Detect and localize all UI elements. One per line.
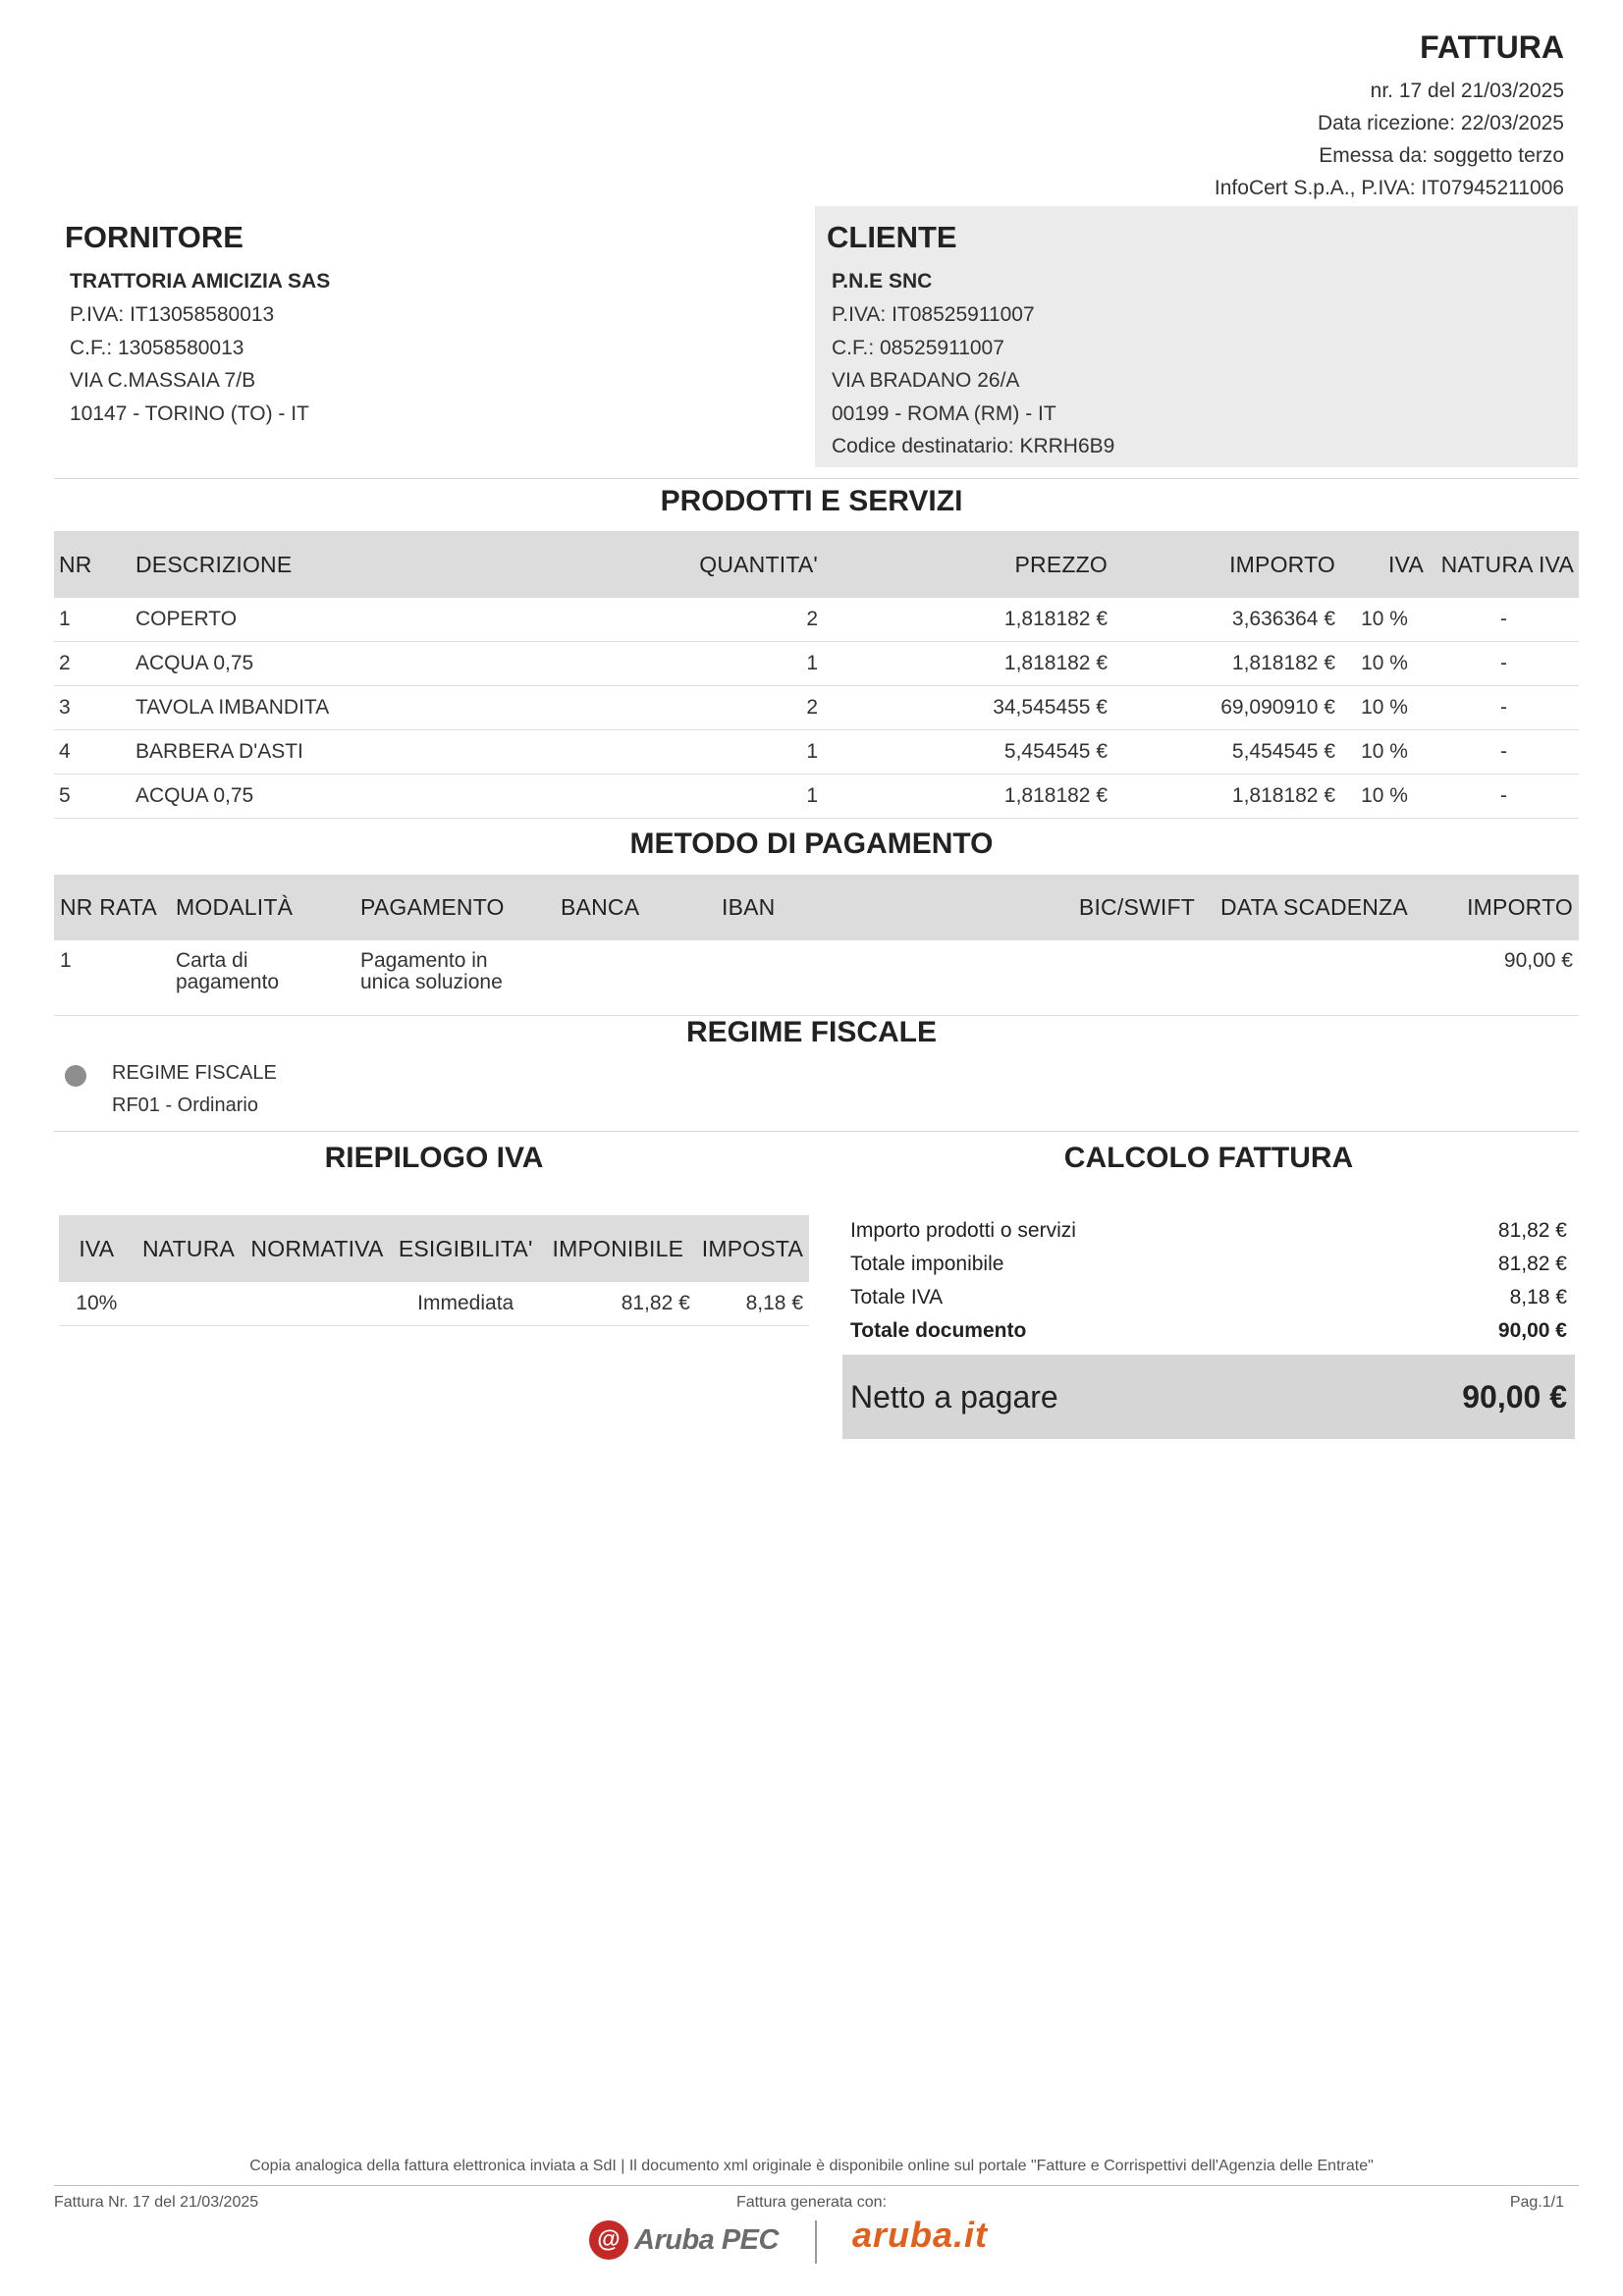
payment-table <box>54 875 1579 1016</box>
calc-row-imponibile <box>842 1248 1575 1281</box>
col-price: PREZZO <box>1014 551 1108 577</box>
col-vat-imponibile: IMPONIBILE <box>552 1235 684 1261</box>
divider <box>54 478 1579 479</box>
col-bic: BIC/SWIFT <box>1078 894 1195 920</box>
table-row <box>59 1282 809 1326</box>
col-iban: IBAN <box>722 894 776 920</box>
calc-label: Importo prodotti o servizi <box>850 1219 1076 1242</box>
supplier-title: FORNITORE <box>65 220 243 254</box>
row-quantity: 2 <box>651 598 823 642</box>
row-amount: 5,454545 € <box>1112 730 1340 774</box>
products-title: PRODOTTI E SERVIZI <box>660 485 963 517</box>
calc-row-iva <box>842 1281 1575 1314</box>
logo-divider <box>815 2220 817 2264</box>
row-price: 1,818182 € <box>823 774 1112 819</box>
pay-modalita-line1: Carta di <box>176 949 248 972</box>
row-iva: 10 % <box>1340 642 1429 686</box>
regime-title: REGIME FISCALE <box>685 1016 937 1048</box>
products-header-row <box>54 531 1579 598</box>
products-table <box>54 531 1579 819</box>
calc-row-totale <box>842 1314 1575 1348</box>
table-row <box>54 686 1579 730</box>
row-amount: 1,818182 € <box>1112 642 1340 686</box>
col-quantity: QUANTITA' <box>699 551 818 577</box>
col-description: DESCRIZIONE <box>135 551 293 577</box>
row-description: BARBERA D'ASTI <box>131 730 651 774</box>
col-modalita: MODALITÀ <box>176 894 294 920</box>
col-vat-natura: NATURA <box>142 1235 236 1261</box>
client-block <box>815 206 1578 467</box>
calc-value: 81,82 € <box>1497 1219 1567 1242</box>
client-piva: P.IVA: IT08525911007 <box>832 303 1035 326</box>
vat-header-row <box>59 1215 809 1282</box>
row-natura: - <box>1429 730 1579 774</box>
footer-invoice-ref: Fattura Nr. 17 del 21/03/2025 <box>54 2194 259 2211</box>
pay-modalita <box>170 940 354 1016</box>
aruba-pec-logo-text: Aruba PEC <box>634 2223 779 2256</box>
footer-divider <box>54 2185 1579 2186</box>
pay-nr: 1 <box>54 940 170 1016</box>
calc-value: 90,00 € <box>1497 1319 1567 1342</box>
calc-block <box>842 1214 1575 1348</box>
pay-due <box>1201 940 1452 1016</box>
row-description: ACQUA 0,75 <box>131 642 651 686</box>
pay-pagamento <box>354 940 555 1016</box>
invoice-header-info <box>1215 75 1564 204</box>
row-iva: 10 % <box>1340 774 1429 819</box>
net-to-pay <box>842 1355 1575 1439</box>
supplier-block <box>65 206 791 467</box>
col-nr: NR <box>59 551 92 577</box>
divider <box>54 1131 1579 1132</box>
col-importo: IMPORTO <box>1467 894 1573 920</box>
issued-by: Emessa da: soggetto terzo <box>1319 144 1564 167</box>
table-row <box>54 642 1579 686</box>
aruba-it-logo: aruba.it <box>852 2215 989 2255</box>
payment-header-row <box>54 875 1579 940</box>
regime-value: RF01 - Ordinario <box>112 1095 258 1116</box>
supplier-name: TRATTORIA AMICIZIA SAS <box>70 270 331 293</box>
vat-summary-title: RIEPILOGO IVA <box>324 1142 544 1174</box>
row-quantity: 1 <box>651 642 823 686</box>
row-amount: 3,636364 € <box>1112 598 1340 642</box>
pay-modalita-line2: pagamento <box>176 971 280 993</box>
col-pagamento: PAGAMENTO <box>360 894 505 920</box>
col-vat-normativa: NORMATIVA <box>250 1235 384 1261</box>
row-iva: 10 % <box>1340 598 1429 642</box>
row-nr: 5 <box>54 774 131 819</box>
bullet-icon <box>65 1065 86 1087</box>
col-vat-esigibilita: ESIGIBILITA' <box>398 1235 533 1261</box>
pay-pagamento-line2: unica soluzione <box>360 971 503 993</box>
row-quantity: 1 <box>651 774 823 819</box>
client-cf: C.F.: 08525911007 <box>832 336 1004 359</box>
calc-row-products <box>842 1214 1575 1248</box>
footer-note: Copia analogica della fattura elettronica inviata a SdI | Il documento xml originale è disponibile online sul portale "Fatture e Corrispettivi dell'Agenzia delle Entrate" <box>249 2158 1374 2174</box>
pay-iban <box>716 940 1061 1016</box>
row-price: 1,818182 € <box>823 598 1112 642</box>
client-title: CLIENTE <box>827 220 957 254</box>
supplier-cf: C.F.: 13058580013 <box>70 336 244 359</box>
client-name: P.N.E SNC <box>832 270 933 293</box>
calc-value: 8,18 € <box>1509 1286 1567 1308</box>
row-description: ACQUA 0,75 <box>131 774 651 819</box>
client-code: Codice destinatario: KRRH6B9 <box>832 435 1115 457</box>
supplier-address: VIA C.MASSAIA 7/B <box>70 369 256 392</box>
pay-amount: 90,00 € <box>1452 940 1579 1016</box>
row-nr: 1 <box>54 598 131 642</box>
row-iva: 10 % <box>1340 730 1429 774</box>
row-nr: 2 <box>54 642 131 686</box>
col-nr-rata: NR RATA <box>60 894 157 920</box>
pay-banca <box>555 940 716 1016</box>
row-price: 1,818182 € <box>823 642 1112 686</box>
invoice-title: FATTURA <box>1420 29 1564 65</box>
client-address: VIA BRADANO 26/A <box>832 369 1020 392</box>
col-amount: IMPORTO <box>1229 551 1335 577</box>
row-price: 34,545455 € <box>823 686 1112 730</box>
row-price: 5,454545 € <box>823 730 1112 774</box>
receipt-date: Data ricezione: 22/03/2025 <box>1317 112 1564 134</box>
net-label: Netto a pagare <box>850 1378 1058 1415</box>
calc-label: Totale documento <box>850 1319 1027 1342</box>
regime-label: REGIME FISCALE <box>112 1062 277 1084</box>
table-row <box>54 598 1579 642</box>
row-amount: 1,818182 € <box>1112 774 1340 819</box>
vat-summary-table <box>59 1215 809 1326</box>
invoice-number-date: nr. 17 del 21/03/2025 <box>1370 80 1564 102</box>
vat-natura <box>135 1282 243 1326</box>
row-natura: - <box>1429 686 1579 730</box>
table-row <box>54 774 1579 819</box>
row-natura: - <box>1429 642 1579 686</box>
net-value: 90,00 € <box>1462 1378 1567 1415</box>
row-quantity: 1 <box>651 730 823 774</box>
col-natura-iva: NATURA IVA <box>1440 551 1574 577</box>
calc-value: 81,82 € <box>1497 1253 1567 1275</box>
col-iva: IVA <box>1388 551 1424 577</box>
row-description: TAVOLA IMBANDITA <box>131 686 651 730</box>
vat-imposta: 8,18 € <box>696 1282 809 1326</box>
pay-pagamento-line1: Pagamento in <box>360 949 488 972</box>
col-vat-iva: IVA <box>79 1235 115 1261</box>
aruba-pec-logo <box>589 2220 779 2260</box>
col-banca: BANCA <box>561 894 640 920</box>
row-iva: 10 % <box>1340 686 1429 730</box>
at-seal-icon: @ <box>589 2220 628 2260</box>
calc-label: Totale IVA <box>850 1286 944 1308</box>
payment-title: METODO DI PAGAMENTO <box>629 828 994 860</box>
footer-generated-with: Fattura generata con: <box>736 2194 887 2211</box>
row-quantity: 2 <box>651 686 823 730</box>
row-amount: 69,090910 € <box>1112 686 1340 730</box>
row-nr: 4 <box>54 730 131 774</box>
vat-normativa <box>243 1282 391 1326</box>
pay-bic <box>1061 940 1201 1016</box>
supplier-city: 10147 - TORINO (TO) - IT <box>70 401 309 425</box>
footer-page: Pag.1/1 <box>1509 2194 1564 2211</box>
vat-imponibile: 81,82 € <box>540 1282 696 1326</box>
row-nr: 3 <box>54 686 131 730</box>
col-vat-imposta: IMPOSTA <box>701 1235 803 1261</box>
table-row <box>54 730 1579 774</box>
vat-rate: 10% <box>59 1282 135 1326</box>
vat-esigibilita: Immediata <box>392 1282 540 1326</box>
supplier-piva: P.IVA: IT13058580013 <box>70 303 275 326</box>
calc-title: CALCOLO FATTURA <box>1063 1142 1354 1174</box>
row-description: COPERTO <box>131 598 651 642</box>
table-row <box>54 940 1579 1016</box>
row-natura: - <box>1429 598 1579 642</box>
intermediary: InfoCert S.p.A., P.IVA: IT07945211006 <box>1214 177 1564 199</box>
client-city: 00199 - ROMA (RM) - IT <box>832 401 1056 425</box>
row-natura: - <box>1429 774 1579 819</box>
calc-label: Totale imponibile <box>850 1253 1004 1275</box>
col-data-scadenza: DATA SCADENZA <box>1220 894 1408 920</box>
